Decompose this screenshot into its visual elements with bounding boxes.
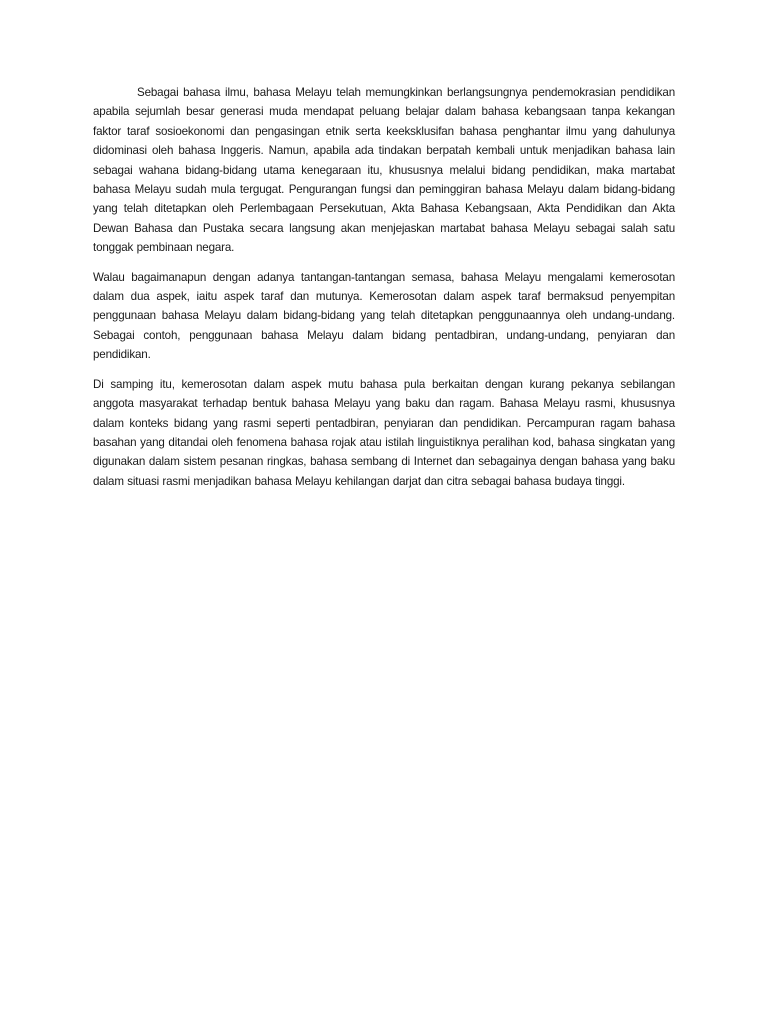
paragraph-3: Di samping itu, kemerosotan dalam aspek mutu bahasa pula berkaitan dengan kurang pekanya sebilangan anggota masyarakat terhadap bentuk bahasa Melayu yang baku dan ragam. Bahasa Melayu rasmi, khususnya dalam konteks bidang yang rasmi seperti pentadbiran, penyiaran dan pendidikan. Percampuran ragam bahasa basahan yang ditandai oleh fenomena bahasa rojak atau istilah linguistiknya peralihan kod, bahasa singkatan yang digunakan dalam sistem pesanan ringkas, bahasa sembang di Internet dan sebagainya dengan bahasa yang baku dalam situasi rasmi menjadikan bahasa Melayu kehilangan darjat dan citra sebagai bahasa budaya tinggi. bbox=[93, 377, 675, 488]
paragraph-1: Sebagai bahasa ilmu, bahasa Melayu telah memungkinkan berlangsungnya pendemokrasian pendidikan apabila sejumlah besar generasi muda mendapat peluang belajar dalam bahasa kebangsaan tanpa kekangan faktor taraf sosioekonomi dan pengasingan etnik serta keeksklusifan bahasa penghantar ilmu yang dahulunya didominasi oleh bahasa Inggeris. Namun, apabila ada tindakan berpatah kembali untuk menjadikan bahasa lain sebagai wahana bidang-bidang utama kenegaraan itu, khususnya melalui bidang pendidikan, maka martabat bahasa Melayu sudah mula tergugat. Pengurangan fungsi dan peminggiran bahasa Melayu dalam bidang-bidang yang telah ditetapkan oleh Perlembagaan Persekutuan, Akta Bahasa Kebangsaan, Akta Pendidikan dan Akta Dewan Bahasa dan Pustaka secara langsung akan menjejaskan martabat bahasa Melayu sebagai salah satu tonggak pembinaan negara. bbox=[93, 86, 675, 255]
paragraph-2: Walau bagaimanapun dengan adanya tantangan-tantangan semasa, bahasa Melayu mengalami kemerosotan dalam dua aspek, iaitu aspek taraf dan mutunya. Kemerosotan dalam aspek taraf bermaksud penyempitan penggunaan bahasa Melayu dalam bidang-bidang yang telah ditetapkan penggunaannya oleh undang-undang. Sebagai contoh, penggunaan bahasa Melayu dalam bidang pentadbiran, undang-undang, penyiaran dan pendidikan. bbox=[93, 270, 675, 362]
document-body bbox=[93, 83, 675, 501]
